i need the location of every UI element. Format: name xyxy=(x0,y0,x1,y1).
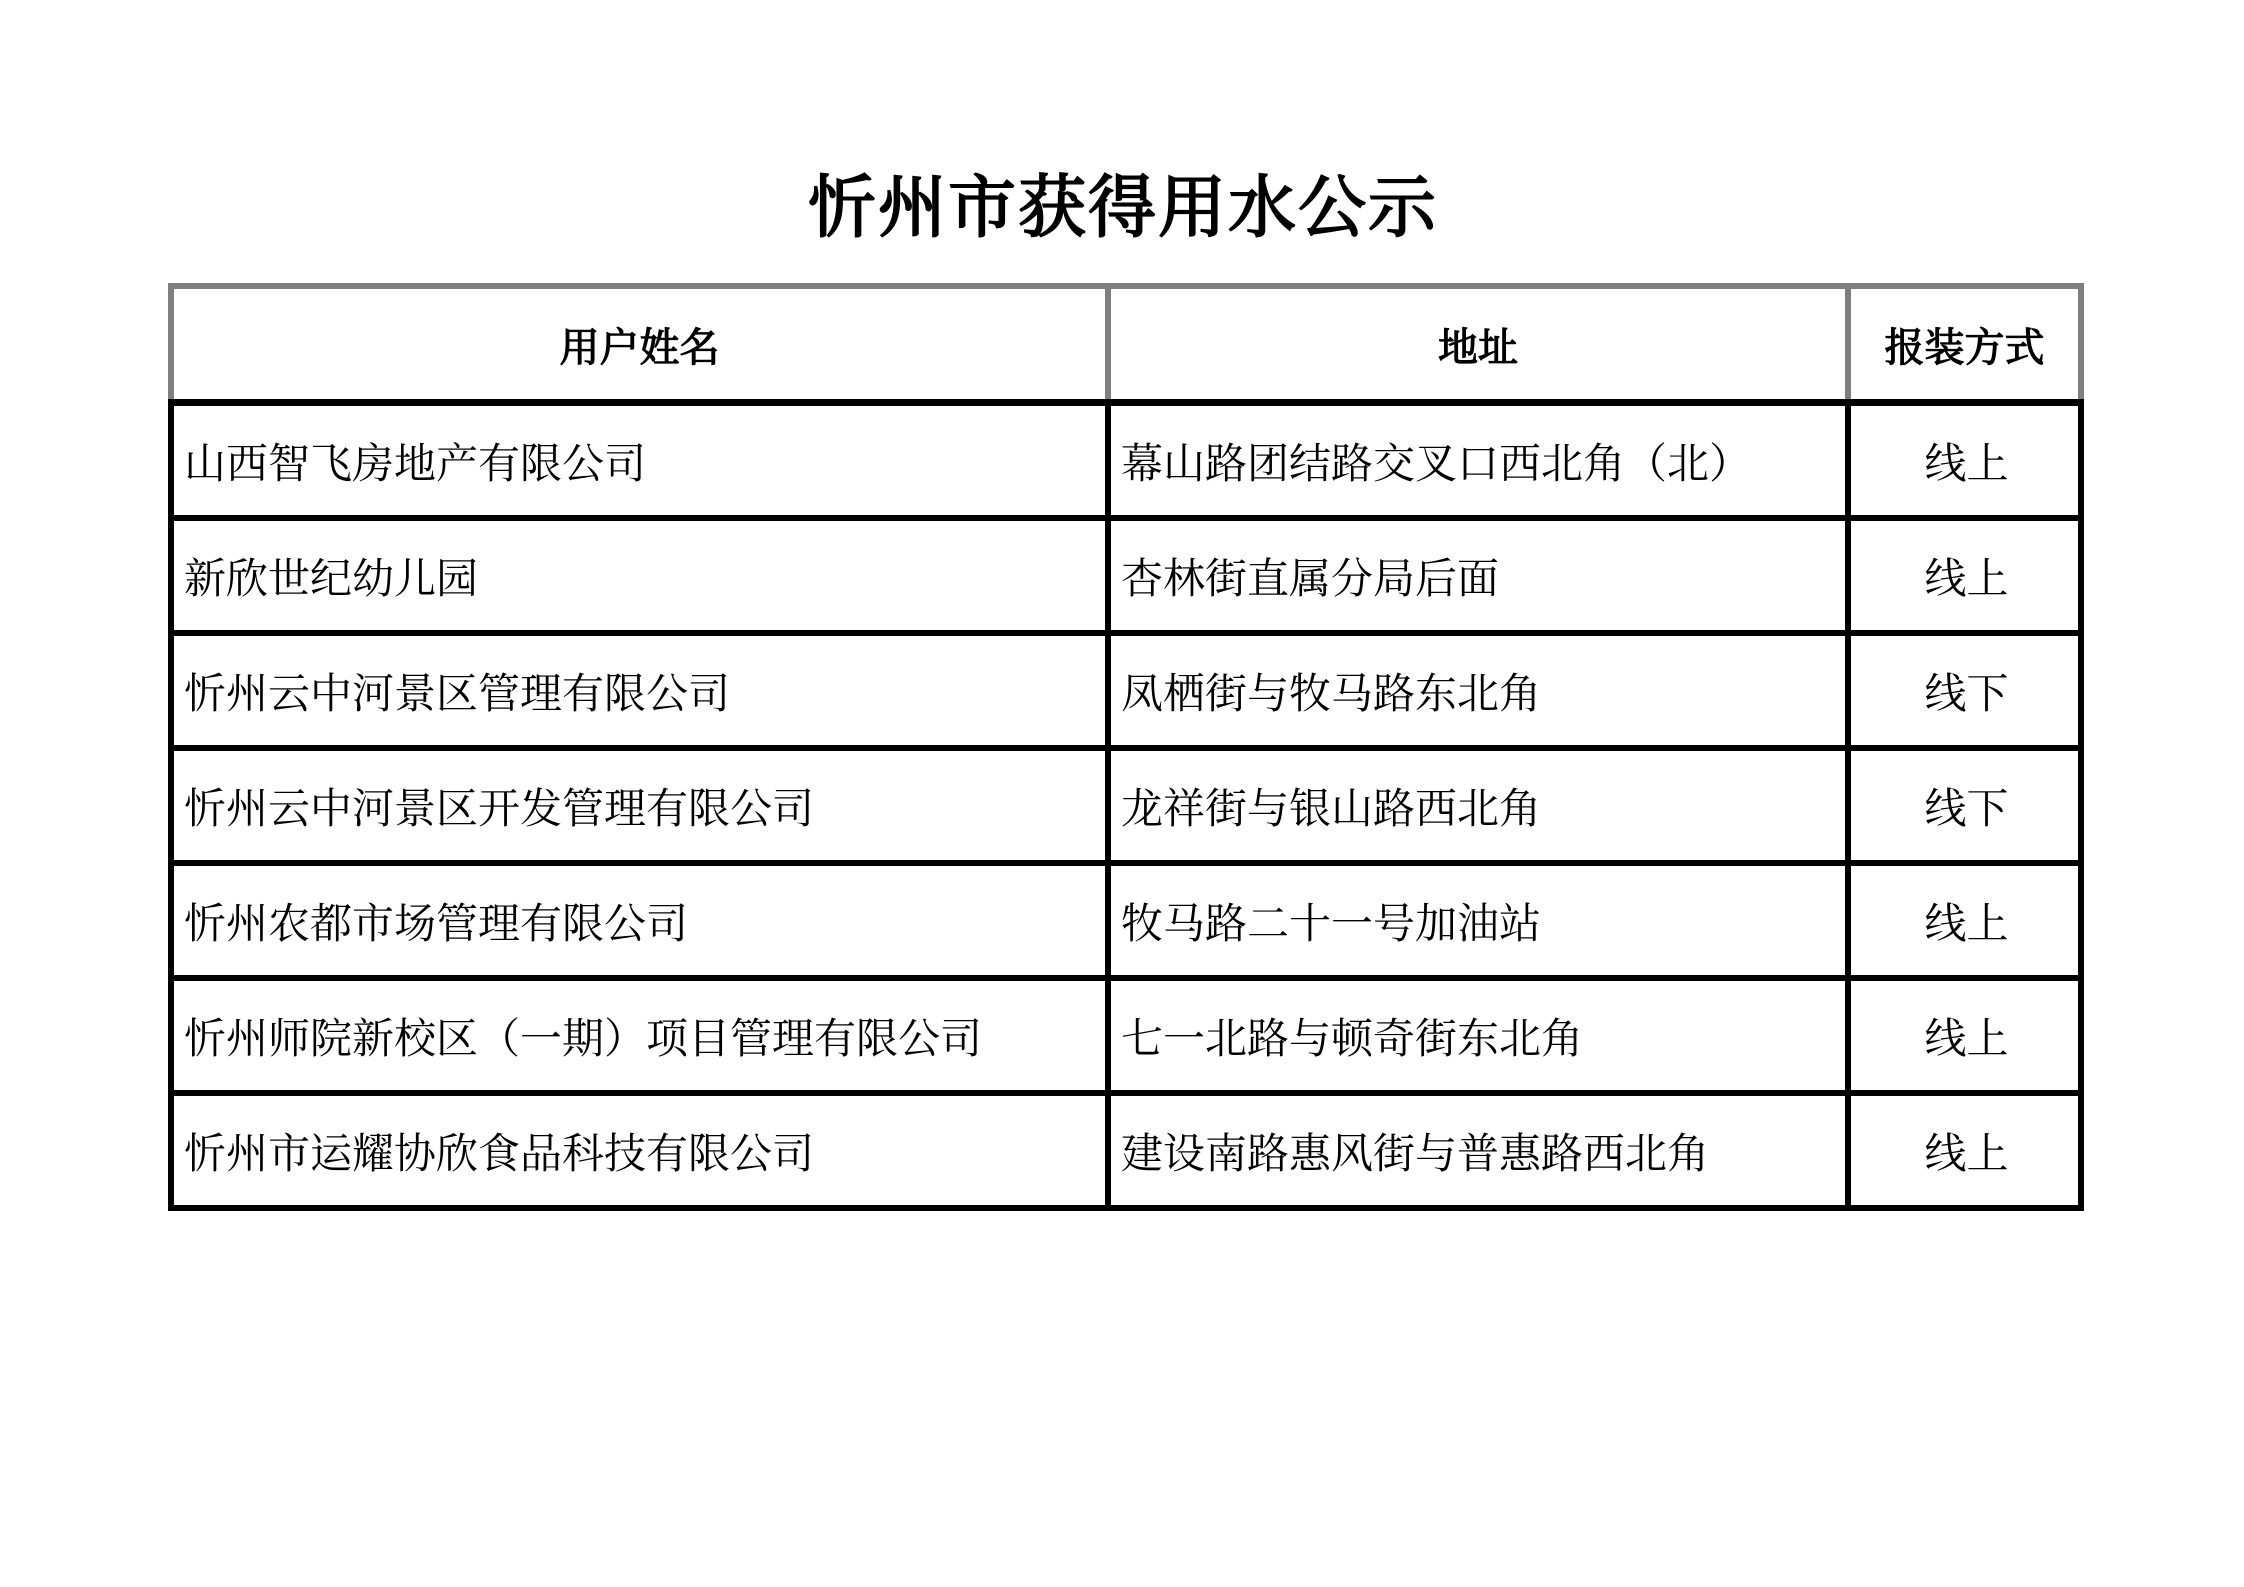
cell-method: 线上 xyxy=(1848,978,2081,1093)
cell-method: 线下 xyxy=(1848,633,2081,748)
cell-method: 线下 xyxy=(1848,748,2081,863)
cell-address: 七一北路与顿奇街东北角 xyxy=(1108,978,1848,1093)
page-title: 忻州市获得用水公示 xyxy=(807,170,1438,246)
cell-method: 线上 xyxy=(1848,403,2081,519)
cell-username: 山西智飞房地产有限公司 xyxy=(171,403,1108,519)
table-row xyxy=(171,518,2081,633)
cell-username: 忻州云中河景区开发管理有限公司 xyxy=(171,748,1108,863)
cell-username: 新欣世纪幼儿园 xyxy=(171,518,1108,633)
cell-address: 牧马路二十一号加油站 xyxy=(1108,863,1848,978)
table-row xyxy=(171,748,2081,863)
col-header-method: 报装方式 xyxy=(1848,286,2081,403)
cell-username: 忻州农都市场管理有限公司 xyxy=(171,863,1108,978)
col-header-username: 用户姓名 xyxy=(171,286,1108,403)
cell-address: 杏林街直属分局后面 xyxy=(1108,518,1848,633)
cell-address: 建设南路惠风街与普惠路西北角 xyxy=(1108,1093,1848,1208)
cell-method: 线上 xyxy=(1848,1093,2081,1208)
header-row xyxy=(171,286,2081,403)
table-row xyxy=(171,1093,2081,1208)
col-header-address: 地址 xyxy=(1108,286,1848,403)
cell-address: 幕山路团结路交叉口西北角（北） xyxy=(1108,403,1848,519)
table-row xyxy=(171,863,2081,978)
cell-username: 忻州云中河景区管理有限公司 xyxy=(171,633,1108,748)
cell-method: 线上 xyxy=(1848,863,2081,978)
cell-address: 凤栖街与牧马路东北角 xyxy=(1108,633,1848,748)
table-row xyxy=(171,403,2081,519)
water-notice-table xyxy=(168,283,2084,1211)
cell-username: 忻州市运耀协欣食品科技有限公司 xyxy=(171,1093,1108,1208)
cell-address: 龙祥街与银山路西北角 xyxy=(1108,748,1848,863)
table-row xyxy=(171,978,2081,1093)
cell-username: 忻州师院新校区（一期）项目管理有限公司 xyxy=(171,978,1108,1093)
table-row xyxy=(171,633,2081,748)
cell-method: 线上 xyxy=(1848,518,2081,633)
